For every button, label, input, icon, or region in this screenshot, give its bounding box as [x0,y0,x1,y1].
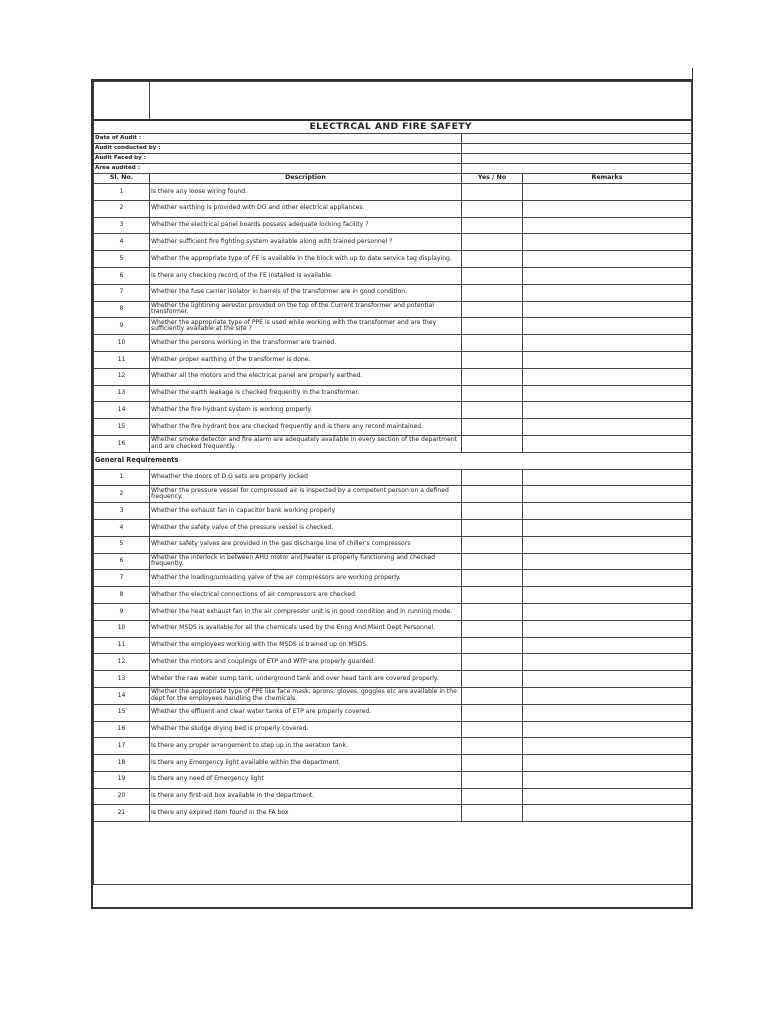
item-description: Whether the earth leakage is checked frequently in the transformer. [150,385,462,402]
item-description: Whether smoke detector and fire alarm are adequately available in every section of the department and are checked frequently. [150,435,462,452]
remarks-cell[interactable] [523,771,692,788]
item-description: Is there any checking record of the FE installed is available. [150,267,462,284]
remarks-cell[interactable] [523,368,692,385]
yes-no-cell[interactable] [462,318,523,335]
page-title: ELECTRCAL AND FIRE SAFETY [150,120,692,134]
remarks-header: Remarks [523,174,692,184]
remarks-cell[interactable] [523,738,692,755]
yes-no-cell[interactable] [462,335,523,352]
remarks-cell[interactable] [523,351,692,368]
checklist-row [94,553,692,570]
item-number: 3 [94,217,150,234]
logo-header-row [94,82,692,121]
audit-conducted-label: Audit conducted by : [94,144,462,154]
item-description: Whether the lightining aerestor provided on the top of the Current transformer and potential transformer. [150,301,462,318]
title-row [94,120,692,134]
yes-no-cell[interactable] [462,267,523,284]
remarks-cell[interactable] [523,671,692,688]
item-description: Whether the pressure vessel for compressed air is inspected by a competent person on a defined frequency. [150,486,462,503]
item-number: 9 [94,603,150,620]
remarks-cell[interactable] [523,217,692,234]
yes-no-cell[interactable] [462,637,523,654]
checklist-row [94,603,692,620]
remarks-cell[interactable] [523,603,692,620]
checklist-row [94,654,692,671]
item-description: Whether the fire hydrant system is working properly. [150,402,462,419]
item-number: 12 [94,368,150,385]
item-number: 1 [94,184,150,201]
remarks-cell[interactable] [523,805,692,822]
section-title: General Requirements [94,452,692,469]
checklist-row [94,755,692,772]
item-number: 13 [94,385,150,402]
yes-no-cell[interactable] [462,301,523,318]
item-number: 6 [94,553,150,570]
yes-no-cell[interactable] [462,519,523,536]
item-description: Whether the fuse carrier isolator in barrels of the transformer are in good condition. [150,284,462,301]
item-description: Whether the electrical panel boards possess adequate locking facility ? [150,217,462,234]
yes-no-cell[interactable] [462,721,523,738]
remarks-cell[interactable] [523,503,692,520]
item-number: 8 [94,301,150,318]
item-number: 4 [94,519,150,536]
remarks-cell[interactable] [523,184,692,201]
yes-no-cell[interactable] [462,771,523,788]
item-number: 1 [94,469,150,486]
item-description: Whether the effluent and clear water tanks of ETP are properly covered. [150,704,462,721]
checklist-row [94,301,692,318]
logo-cell [94,82,150,121]
footer-blank-cell [94,822,692,885]
item-number: 19 [94,771,150,788]
checklist-row [94,335,692,352]
item-number: 12 [94,654,150,671]
yes-no-cell[interactable] [462,587,523,604]
area-audited-label: Area audited : [94,164,462,174]
item-number: 2 [94,486,150,503]
section-general-requirements [94,452,692,469]
item-description: Is there any loose wiring found. [150,184,462,201]
item-description: Whether the electrical connections of air compressors are checked. [150,587,462,604]
yes-no-cell[interactable] [462,385,523,402]
checklist-row [94,587,692,604]
checklist-row [94,402,692,419]
checklist-row [94,419,692,436]
checklist-row [94,721,692,738]
yes-no-cell[interactable] [462,788,523,805]
item-number: 4 [94,234,150,251]
checklist-row [94,671,692,688]
item-number: 11 [94,351,150,368]
remarks-cell[interactable] [523,301,692,318]
yes-no-cell[interactable] [462,738,523,755]
audit-conducted-row [94,144,692,154]
remarks-cell[interactable] [523,335,692,352]
item-description: Wheather the doors of D.G sets are properly locked [150,469,462,486]
yes-no-cell[interactable] [462,435,523,452]
checklist-row [94,251,692,268]
item-description: Whether the motors and couplings of ETP and WTP are properly guarded. [150,654,462,671]
area-audited-value[interactable] [462,164,692,174]
checklist-row [94,234,692,251]
remarks-cell[interactable] [523,687,692,704]
yes-no-cell[interactable] [462,654,523,671]
item-number: 15 [94,704,150,721]
item-number: 16 [94,435,150,452]
column-header-row [94,174,692,184]
audit-faced-value[interactable] [462,154,692,164]
yes-no-cell[interactable] [462,671,523,688]
remarks-cell[interactable] [523,435,692,452]
yes-no-cell[interactable] [462,805,523,822]
yes-no-cell[interactable] [462,536,523,553]
audit-conducted-value[interactable] [462,144,692,154]
checklist-row [94,738,692,755]
item-description: Is there any Emergency light available within the department. [150,755,462,772]
item-description: Whether the fire hydrant box are checked frequently and is there any record maintained. [150,419,462,436]
header-blank-cell [150,82,692,121]
checklist-row [94,687,692,704]
yes-no-cell[interactable] [462,603,523,620]
yes-no-cell[interactable] [462,503,523,520]
yes-no-cell[interactable] [462,234,523,251]
item-description: Whether the appropriate type of PPE like face mask, aprons, gloves, goggles etc are available in the dept for the employees handling the chemicals. [150,687,462,704]
checklist-row [94,385,692,402]
checklist-row [94,788,692,805]
yes-no-cell[interactable] [462,755,523,772]
checklist-row [94,184,692,201]
item-description: Whether MSDS is available for all the chemicals used by the Enng And Maint Dept Personnel. [150,620,462,637]
item-number: 7 [94,284,150,301]
yes-no-cell[interactable] [462,553,523,570]
checklist-row [94,351,692,368]
checklist-table [93,81,692,885]
remarks-cell[interactable] [523,536,692,553]
item-number: 13 [94,671,150,688]
date-of-audit-row [94,134,692,144]
remarks-cell[interactable] [523,402,692,419]
item-description: Whether the appropriate type of FE is available in the block with up to date service tag displaying. [150,251,462,268]
item-description: Whether proper earthing of the transformer is done. [150,351,462,368]
item-number: 8 [94,587,150,604]
remarks-cell[interactable] [523,553,692,570]
yes-no-cell[interactable] [462,570,523,587]
item-number: 14 [94,687,150,704]
yes-no-cell[interactable] [462,351,523,368]
item-number: 5 [94,536,150,553]
item-description: Wheter the raw water sump tank, underground tank and over head tank are covered properly. [150,671,462,688]
checklist-row [94,435,692,452]
checklist-row [94,704,692,721]
item-description: Whether the heat exhaust fan in the air compressor unit is in good condition and in running mode. [150,603,462,620]
checklist-row [94,519,692,536]
item-number: 17 [94,738,150,755]
item-description: Whether the safety valve of the pressure vessel is checked. [150,519,462,536]
item-description: Is there any first-aid box available in the department. [150,788,462,805]
checklist-row [94,469,692,486]
remarks-cell[interactable] [523,620,692,637]
item-number: 15 [94,419,150,436]
yes-no-cell[interactable] [462,486,523,503]
remarks-cell[interactable] [523,419,692,436]
item-number: 10 [94,620,150,637]
remarks-cell[interactable] [523,385,692,402]
remarks-cell[interactable] [523,587,692,604]
item-number: 14 [94,402,150,419]
checklist-row [94,318,692,335]
item-number: 9 [94,318,150,335]
item-description: Whether the loading/unloading valve of the air compressors are working properly. [150,570,462,587]
item-description: Whether safety valves are provided in the gas discharge line of chiller's compressors [150,536,462,553]
description-header: Description [150,174,462,184]
item-description: Is there any expired item found in the FA box [150,805,462,822]
item-number: 10 [94,335,150,352]
item-number: 16 [94,721,150,738]
item-description: Whether all the motors and the electrical panel are properly earthed. [150,368,462,385]
yes-no-cell[interactable] [462,469,523,486]
remarks-cell[interactable] [523,284,692,301]
remarks-cell[interactable] [523,486,692,503]
date-of-audit-label: Date of Audit : [94,134,462,144]
remarks-cell[interactable] [523,519,692,536]
yes-no-cell[interactable] [462,200,523,217]
item-description: Whether the exhaust fan in capacitor bank working properly [150,503,462,520]
checklist-row [94,267,692,284]
yes-no-cell[interactable] [462,704,523,721]
checklist-row [94,368,692,385]
item-number: 6 [94,267,150,284]
yes-no-cell[interactable] [462,419,523,436]
yes-no-cell[interactable] [462,251,523,268]
yes-no-cell[interactable] [462,620,523,637]
remarks-cell[interactable] [523,570,692,587]
yes-no-header: Yes / No [462,174,523,184]
item-number: 21 [94,805,150,822]
remarks-cell[interactable] [523,637,692,654]
yes-no-cell[interactable] [462,184,523,201]
yes-no-cell[interactable] [462,687,523,704]
audit-faced-label: Audit Faced by : [94,154,462,164]
sl-no-header: Sl. No. [94,174,150,184]
yes-no-cell[interactable] [462,402,523,419]
item-description: Whether the interlock in between AHU motor and heater is properly functioning and checked frequently. [150,553,462,570]
item-number: 20 [94,788,150,805]
item-description: Whether sufficient fire fighting system available along with trained personnel ? [150,234,462,251]
remarks-cell[interactable] [523,318,692,335]
item-description: Whether the appropriate type of PPE is used while working with the transformer and are they sufficiently available at the site ? [150,318,462,335]
item-description: Whether earthing is provided with DG and other electrical appliances. [150,200,462,217]
checklist-row [94,536,692,553]
checklist-row [94,486,692,503]
checklist-row [94,620,692,637]
checklist-row [94,200,692,217]
footer-blank-row [94,822,692,885]
checklist-row [94,805,692,822]
remarks-cell[interactable] [523,267,692,284]
checklist-row [94,637,692,654]
remarks-cell[interactable] [523,200,692,217]
yes-no-cell[interactable] [462,217,523,234]
checklist-row [94,217,692,234]
checklist-row [94,503,692,520]
remarks-cell[interactable] [523,234,692,251]
item-number: 18 [94,755,150,772]
remarks-cell[interactable] [523,788,692,805]
item-number: 5 [94,251,150,268]
remarks-cell[interactable] [523,654,692,671]
item-description: Whether the persons working in the transformer are trained. [150,335,462,352]
remarks-cell[interactable] [523,721,692,738]
remarks-cell[interactable] [523,469,692,486]
audit-faced-row [94,154,692,164]
remarks-cell[interactable] [523,755,692,772]
area-audited-row [94,164,692,174]
item-number: 2 [94,200,150,217]
yes-no-cell[interactable] [462,284,523,301]
item-description: Is there any need of Emergency light [150,771,462,788]
item-description: Whether the sludge drying bed is properly covered. [150,721,462,738]
checklist-row [94,570,692,587]
item-number: 7 [94,570,150,587]
remarks-cell[interactable] [523,704,692,721]
checklist-row [94,284,692,301]
date-of-audit-value[interactable] [462,134,692,144]
item-description: Whether the employees working with the MSDS is trained up on MSDS. [150,637,462,654]
item-number: 11 [94,637,150,654]
remarks-cell[interactable] [523,251,692,268]
yes-no-cell[interactable] [462,368,523,385]
audit-checklist-sheet [91,79,693,909]
item-number: 3 [94,503,150,520]
item-description: Is there any proper arrangement to step up in the aeration tank. [150,738,462,755]
checklist-row [94,771,692,788]
